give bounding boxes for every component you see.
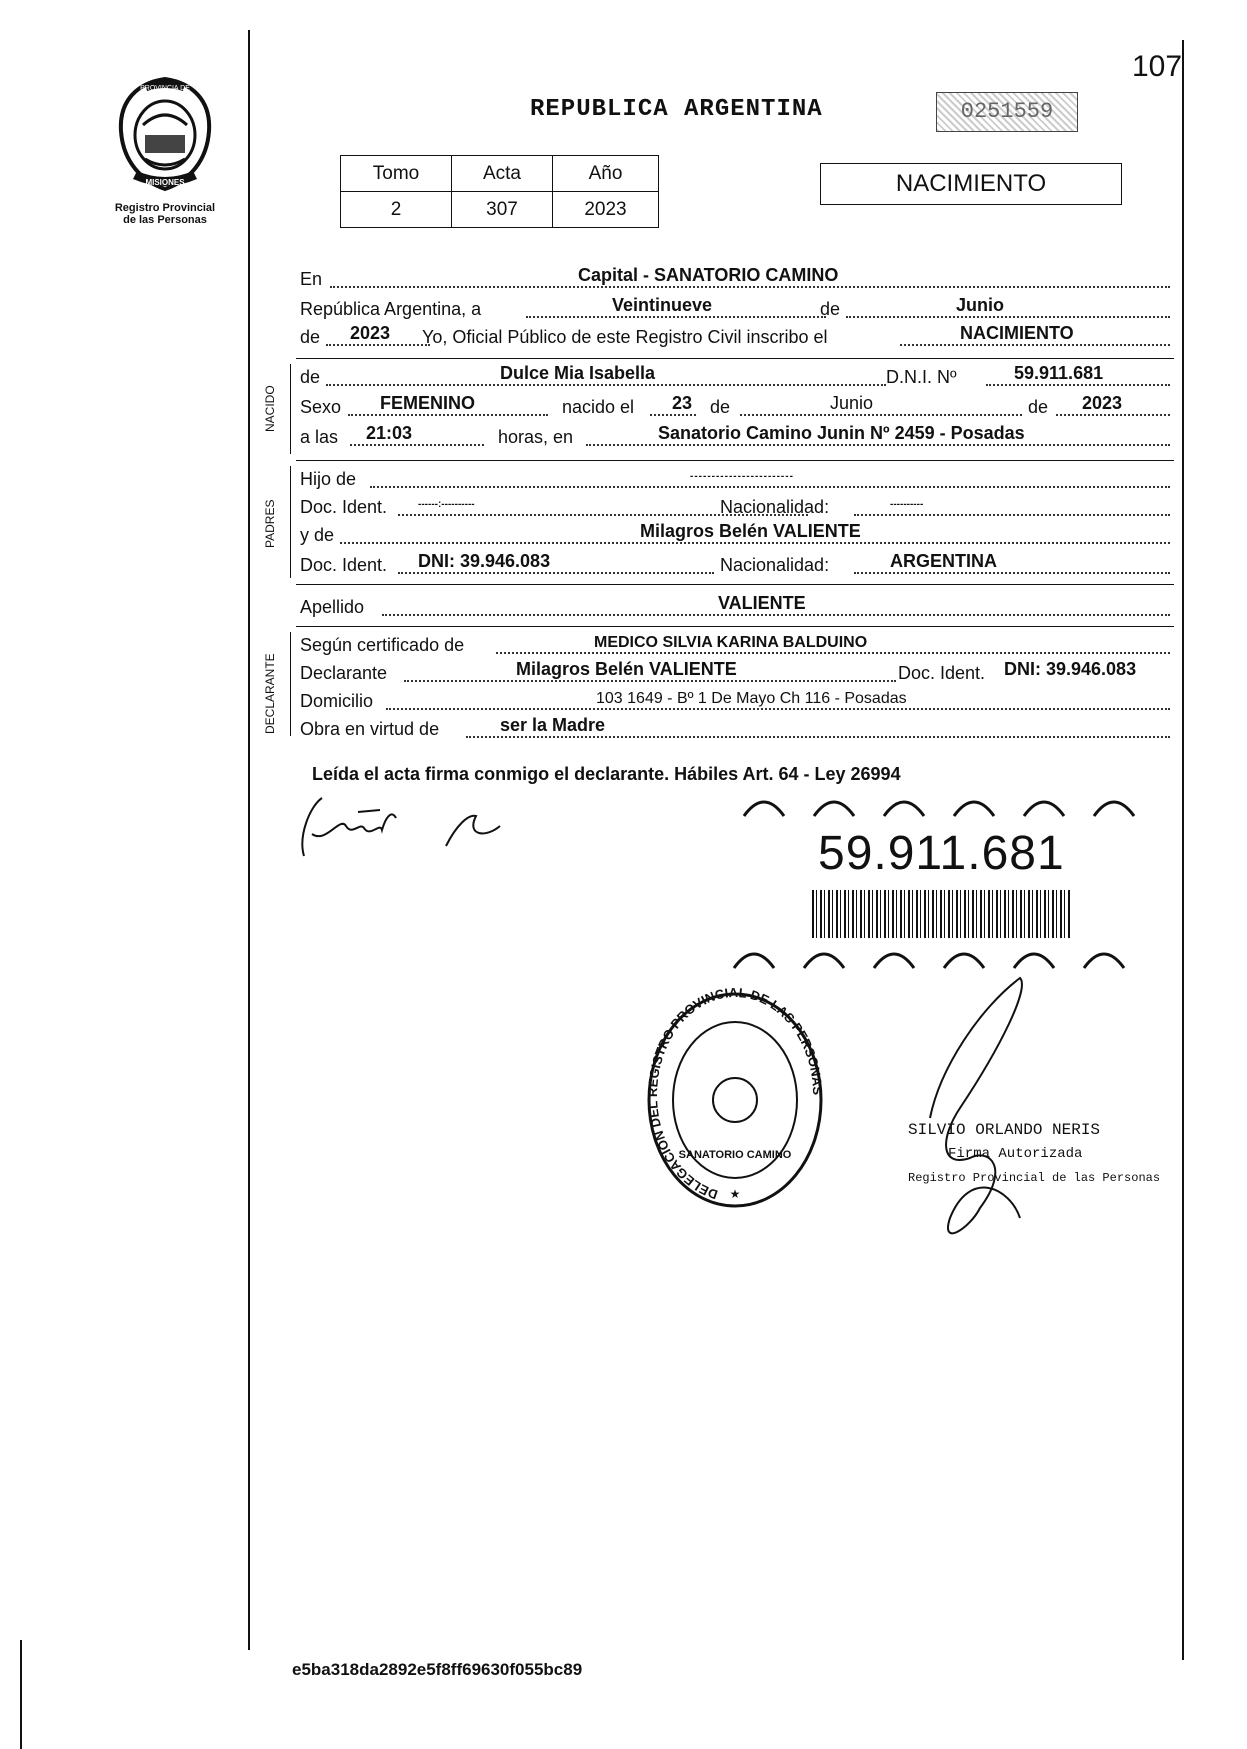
value-hora: 21:03 [366,423,413,443]
value-lugar-nacimiento: Sanatorio Camino Junin Nº 2459 - Posadas [658,423,1025,443]
line-sexo [300,394,1170,420]
registry-caption-line-1: Registro Provincial [114,202,216,214]
dots [1056,414,1170,416]
value-nacionalidad-madre: ARGENTINA [890,551,997,571]
line-hijo-de [300,466,1170,492]
label-nacido-el: nacido el [562,397,635,417]
serial-number: 0251559 [936,92,1078,132]
registry-logo [100,75,230,226]
label-domicilio: Domicilio [300,691,374,711]
label-de: de [300,327,321,347]
value-tipo-inscripcion: NACIMIENTO [960,323,1074,343]
line-doc-madre [300,552,1170,578]
label-doc-ident: Doc. Ident. [300,555,388,575]
line-certificado [300,632,1170,658]
dots [386,708,1170,710]
closing-statement: Leída el acta firma conmigo el declarante. Hábiles Art. 64 - Ley 26994 [312,764,901,784]
registry-caption [100,202,230,226]
header-ano: Año [553,156,659,192]
label-de: de [1028,397,1049,417]
dots [326,384,886,386]
dots [382,614,1170,616]
line-apellido [300,594,1170,620]
value-nacionalidad-padre: ---------- [890,499,924,510]
value-nombre: Dulce Mia Isabella [500,363,656,383]
logo-top-text: PROVINCIA DE [140,85,190,92]
dots [854,572,1170,574]
dots [586,444,1170,446]
side-label-nacido: NACIDO [263,385,277,432]
value-doc-madre: DNI: 39.946.083 [418,551,551,571]
dots [350,444,484,446]
value-obra: ser la Madre [500,715,606,735]
label-dni: D.N.I. Nº [886,367,957,387]
misiones-emblem-icon [115,75,215,193]
label-de: de [300,367,321,387]
line-year [300,324,1170,350]
value-dia-letras: Veintinueve [612,295,713,315]
dots [398,572,714,574]
label-nacionalidad: Nacionalidad: [720,555,830,575]
seal-ring-text: DELEGACION DEL REGISTRO PROVINCIAL DE LAS PERSONAS [644,988,826,1203]
section-bar-nacido [290,364,291,454]
label-hijo-de: Hijo de [300,469,357,489]
value-dni: 59.911.681 [1014,363,1104,383]
label-certificado: Según certificado de [300,635,465,655]
label-declarante: Declarante [300,663,388,683]
label-doc-ident: Doc. Ident. [898,663,986,683]
value-padre: ------------------------ [690,471,794,482]
line-domicilio [300,688,1170,714]
dots [404,680,896,682]
security-wave-top [724,788,1180,818]
value-acta: 307 [452,192,553,228]
label-nacionalidad: Nacionalidad: [720,497,830,517]
declarant-signature [296,786,576,866]
value-madre: Milagros Belén VALIENTE [640,521,861,541]
value-mes: Junio [956,295,1004,315]
dots [846,316,1170,318]
dots [496,652,1170,654]
dots [370,486,1170,488]
section-bar-declarante [290,632,291,736]
line-declarante [300,660,1170,686]
barcode [812,890,1070,938]
signer-name: SILVIO ORLANDO NERIS [908,1121,1101,1139]
separator [296,460,1174,461]
dots [330,286,1170,288]
line-hora [300,424,1170,450]
value-lugar: Capital - SANATORIO CAMINO [578,265,839,285]
label-de: de [710,397,731,417]
value-anio-nacimiento: 2023 [1082,393,1123,413]
dots [740,414,1022,416]
dots [526,316,826,318]
label-de: de [820,299,841,319]
label-obra: Obra en virtud de [300,719,440,739]
signer-role: Firma Autorizada [948,1146,1083,1162]
header-acta: Acta [452,156,553,192]
label-sexo: Sexo [300,397,342,417]
label-horas-en: horas, en [498,427,574,447]
act-type-box: NACIMIENTO [820,163,1122,205]
dni-number-large: 59.911.681 [818,827,1065,880]
value-domicilio: 103 1649 - Bº 1 De Mayo Ch 116 - Posadas [596,690,907,707]
value-doc-padre: ------:---------- [418,499,475,510]
document-hash: e5ba318da2892e5f8ff69630f055bc89 [292,1660,583,1679]
label-a-las: a las [300,427,339,447]
document-title: REPUBLICA ARGENTINA [530,96,823,123]
label-republica: República Argentina, a [300,299,482,319]
dots [340,542,1170,544]
svg-text:★: ★ [729,1187,741,1201]
value-tomo: 2 [341,192,452,228]
page-number: 107 [1132,50,1183,83]
separator [296,584,1174,585]
dots [326,344,430,346]
official-seal [640,988,830,1218]
value-anio: 2023 [350,323,391,343]
label-apellido: Apellido [300,597,365,617]
value-declarante: Milagros Belén VALIENTE [516,659,737,679]
register-table [340,155,659,228]
value-doc-declarante: DNI: 39.946.083 [1004,659,1137,679]
line-en [300,266,1170,292]
left-margin-line [248,30,250,1650]
registry-caption-line-2: de las Personas [123,214,207,226]
dots [348,414,548,416]
line-doc-padre [300,494,1170,520]
separator [296,626,1174,627]
dots [986,384,1170,386]
side-label-declarante: DECLARANTE [263,653,277,734]
dots [900,344,1170,346]
line-obra [300,716,1170,742]
right-margin-line [1182,40,1184,1660]
separator [296,358,1174,359]
line-nombre [300,364,1170,390]
value-apellido: VALIENTE [718,593,806,613]
official-signer-block [908,1118,1160,1190]
section-bar-padres [290,466,291,578]
security-wave-bottom [724,940,1180,970]
dots [650,414,696,416]
side-label-padres: PADRES [263,499,277,548]
line-y-de [300,522,1170,548]
seal-inner-text: SANATORIO CAMINO [678,1149,792,1161]
value-dia: 23 [672,393,693,413]
dots [854,514,1170,516]
signer-org: Registro Provincial de las Personas [908,1171,1161,1185]
logo-bottom-text: MISIONES [145,178,185,187]
label-doc-ident: Doc. Ident. [300,497,388,517]
value-certificado: MEDICO SILVIA KARINA BALDUINO [594,634,868,651]
header-tomo: Tomo [341,156,452,192]
label-en: En [300,269,323,289]
label-y-de: y de [300,525,335,545]
value-sexo: FEMENINO [380,393,476,413]
label-oficial: Yo, Oficial Público de este Registro Civil inscribo el [422,327,828,347]
line-republica [300,296,1170,322]
value-mes-nacimiento: Junio [830,393,874,413]
bottom-left-mark [20,1640,22,1749]
value-ano: 2023 [553,192,659,228]
dots [466,736,1170,738]
